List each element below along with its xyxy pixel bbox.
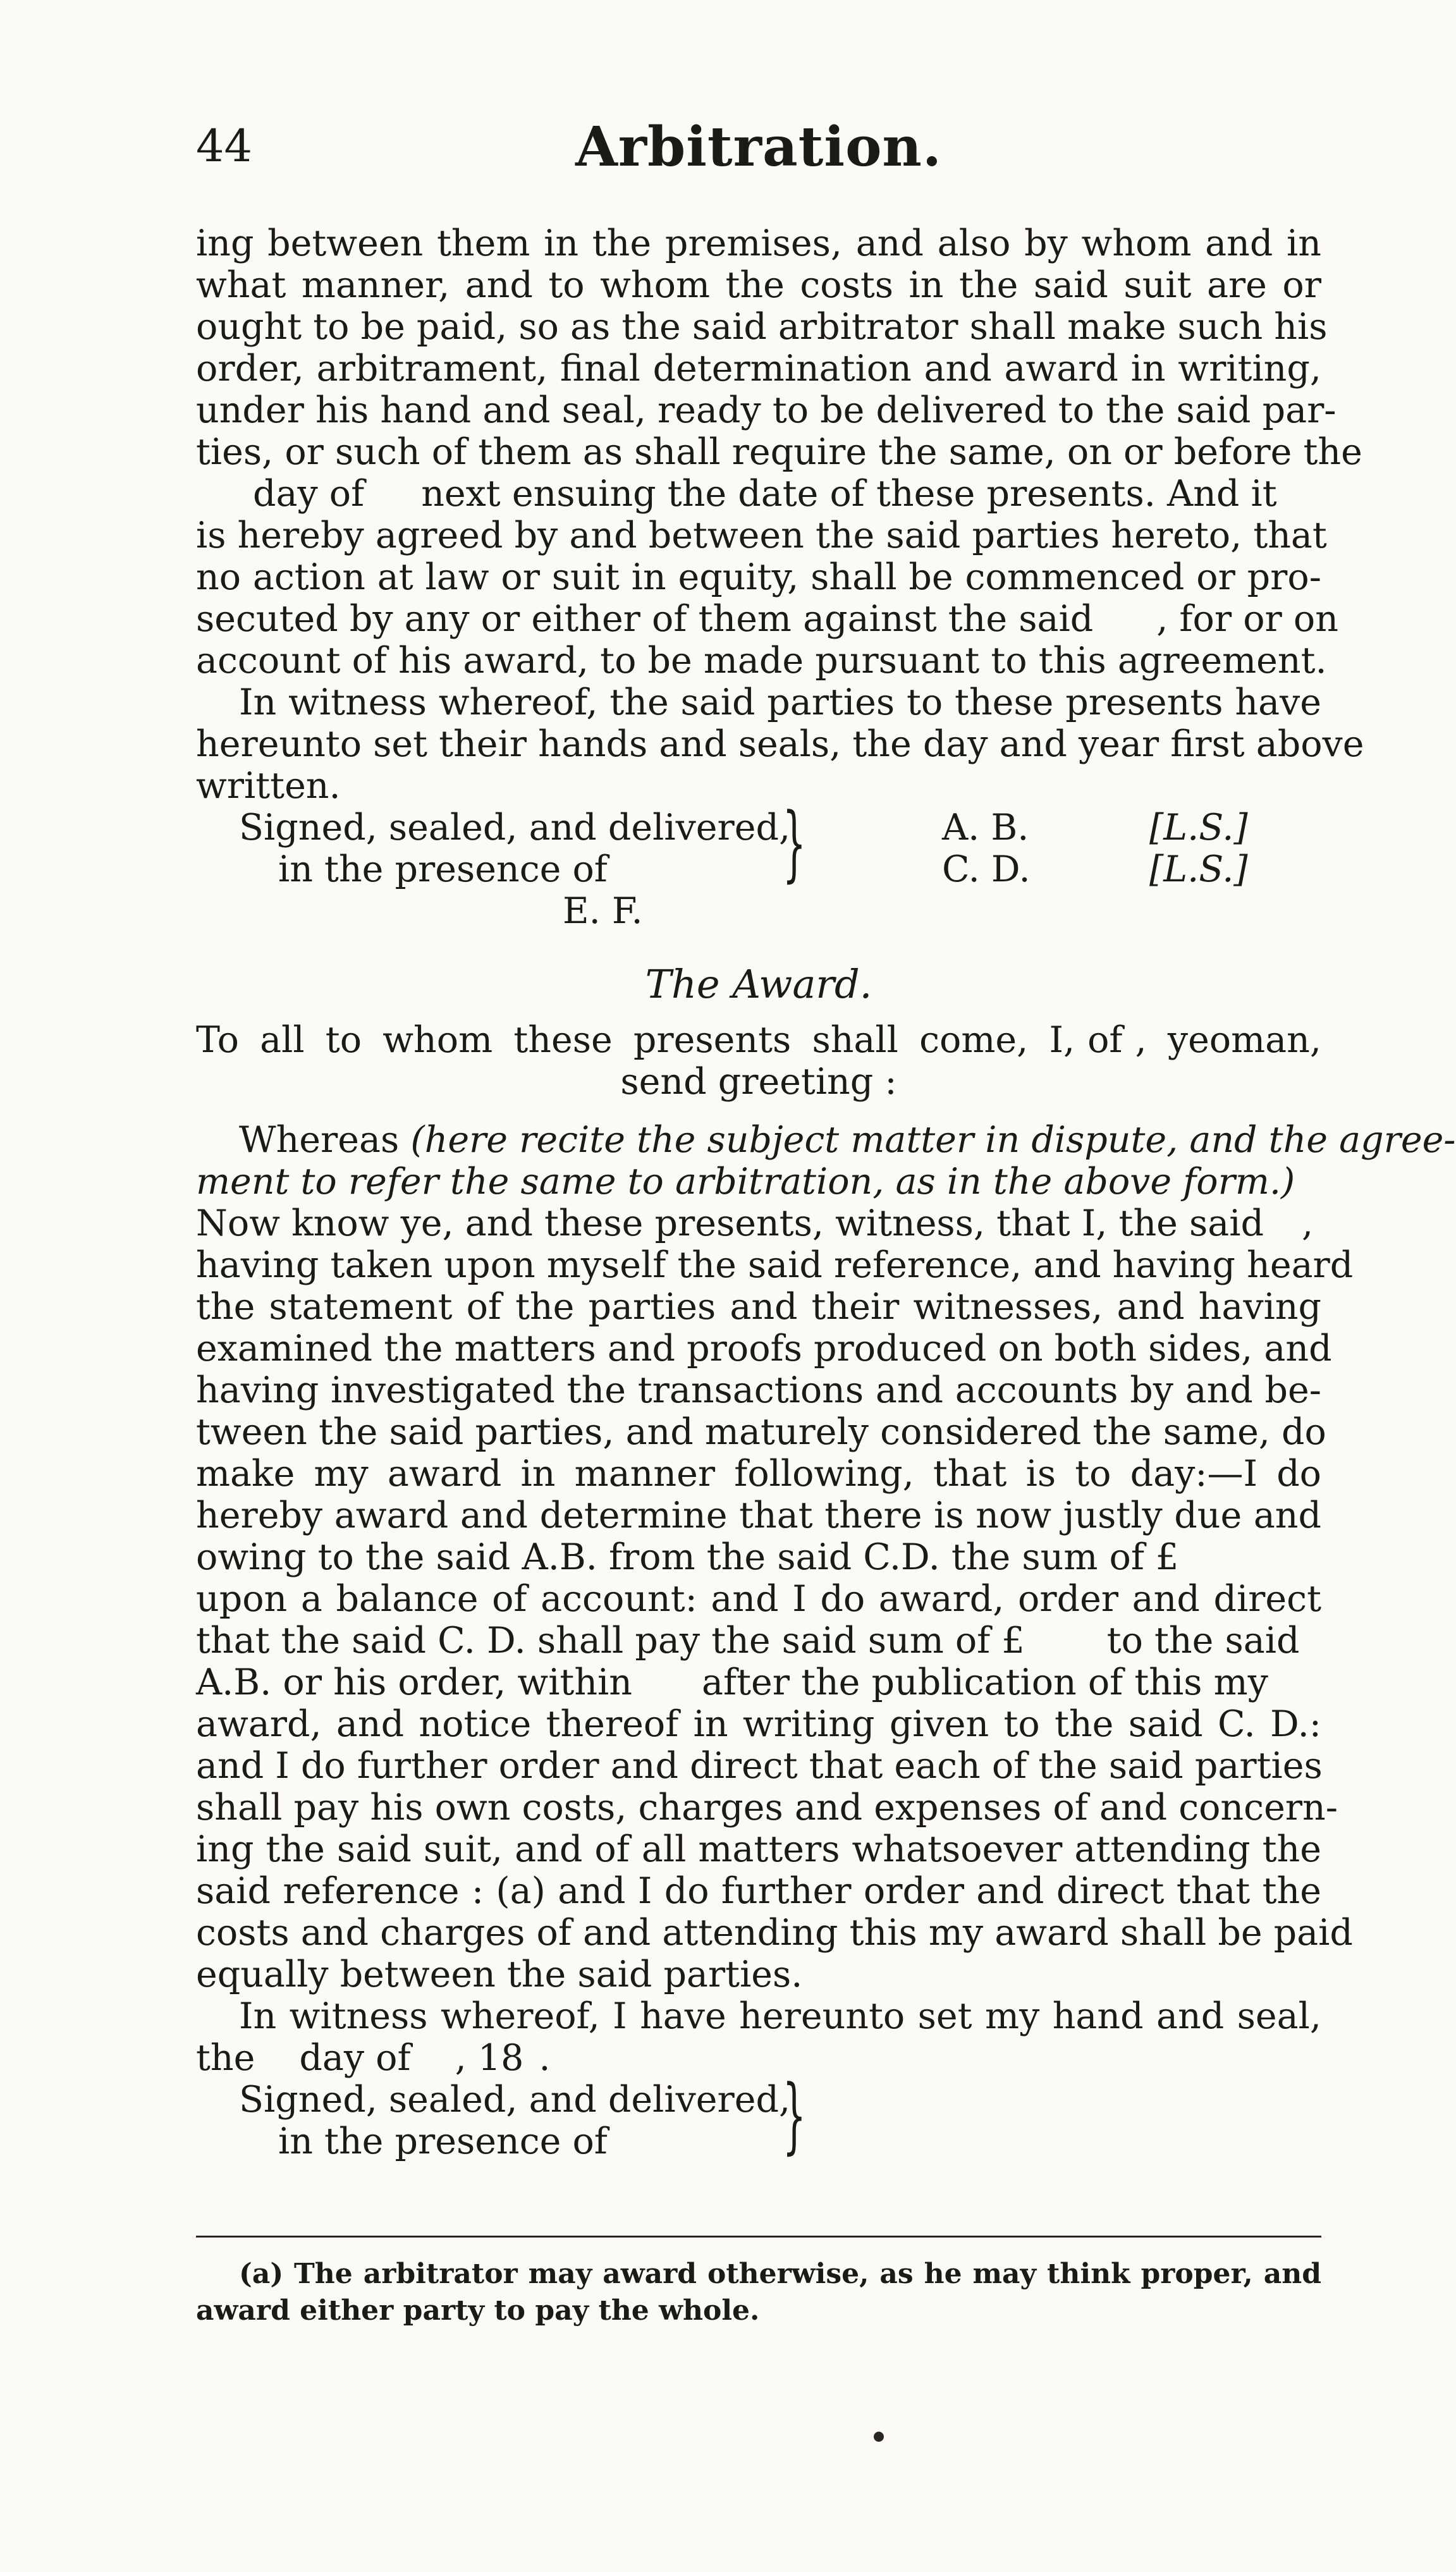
text-line: make my award in manner following, that is to day:—I do	[196, 1453, 1321, 1495]
text-fragment: the	[196, 2037, 255, 2079]
text-line	[196, 1662, 1321, 1703]
text-line: In witness whereof, I have hereunto set my hand and seal,	[239, 1995, 1321, 2037]
text-line: and I do further order and direct that each of the said parties	[196, 1745, 1323, 1787]
text-line: account of his award, to be made pursuant to this agreement.	[196, 640, 1327, 682]
award-heading: The Award.	[645, 961, 872, 1007]
award-signature-block	[196, 2067, 1321, 2163]
text-fragment: To all to whom these presents shall come, I,	[196, 1019, 1075, 1061]
text-line: having taken upon myself the said reference, and having heard	[196, 1244, 1354, 1286]
text-line: ing between them in the premises, and also by whom and in	[196, 223, 1321, 264]
presence-label: in the presence of	[278, 2121, 608, 2162]
text-line: ing the said suit, and of all matters whatsoever attending the	[196, 1828, 1321, 1870]
text-fragment: day of	[253, 473, 365, 515]
text-fragment: day of	[299, 2037, 411, 2079]
text-line: award, and notice thereof in writing given to the said C. D.:	[196, 1703, 1321, 1745]
signed-label: Signed, sealed, and delivered,	[239, 807, 791, 848]
text-line	[196, 1019, 1321, 1061]
text-fragment: to the said	[1106, 1620, 1300, 1662]
text-fragment: (here recite the subject matter in dispute, and the agree-	[410, 1119, 1456, 1161]
ink-mark	[874, 2432, 884, 2442]
text-line: upon a balance of account: and I do award, order and direct	[196, 1578, 1321, 1620]
text-fragment: , for or on	[1156, 598, 1338, 640]
text-line: ties, or such of them as shall require the same, on or before the	[196, 431, 1362, 473]
text-line: equally between the said parties.	[196, 1954, 803, 1995]
text-fragment: secuted by any or either of them against the said	[196, 598, 1094, 640]
text-fragment: , 18	[455, 2037, 524, 2079]
text-line: tween the said parties, and maturely considered the same, do	[196, 1411, 1326, 1453]
text-line: said reference : (a) and I do further order and direct that the	[196, 1870, 1321, 1912]
text-line: send greeting :	[620, 1061, 897, 1103]
text-line: no action at law or suit in equity, shall be commenced or pro-	[196, 556, 1321, 598]
page-number: 44	[196, 120, 253, 172]
text-line	[196, 598, 1338, 640]
text-fragment: ,	[1301, 1203, 1314, 1244]
presence-label: in the presence of	[278, 848, 608, 890]
text-line: written.	[196, 765, 341, 807]
text-fragment: next ensuing the date of these presents. And it	[421, 473, 1277, 515]
footnote-line: award either party to pay the whole.	[196, 2294, 760, 2327]
party-c: C. D.	[942, 848, 1031, 890]
footnote	[196, 2256, 1321, 2329]
text-line: shall pay his own costs, charges and expenses of and concern-	[196, 1787, 1338, 1828]
text-fragment: , yeoman,	[1135, 1019, 1321, 1061]
text-line: In witness whereof, the said parties to these presents have	[239, 682, 1321, 723]
text-fragment: A.B. or his order, within	[196, 1662, 632, 1703]
text-line: ment to refer the same to arbitration, as in the above form.)	[196, 1161, 1295, 1203]
seal-1: [L.S.]	[1149, 807, 1248, 848]
text-line	[196, 1119, 1456, 1161]
footnote-line: (a) The arbitrator may award otherwise, as he may think proper, and	[239, 2258, 1321, 2290]
text-line: is hereby agreed by and between the said parties hereto, that	[196, 515, 1327, 556]
text-line	[196, 473, 1321, 515]
text-line: the statement of the parties and their witnesses, and having	[196, 1286, 1321, 1328]
page-body	[196, 223, 1456, 2163]
brace-glyph: }	[782, 795, 806, 891]
text-line	[196, 1203, 1321, 1244]
text-line: having investigated the transactions and accounts by and be-	[196, 1369, 1321, 1411]
text-line: hereunto set their hands and seals, the day and year first above	[196, 723, 1364, 765]
text-line: owing to the said A.B. from the said C.D. the sum of £	[196, 1536, 1179, 1578]
text-fragment: of	[1087, 1019, 1123, 1061]
seal-2: [L.S.]	[1149, 848, 1248, 890]
text-fragment: Now know ye, and these presents, witness, that I, the said	[196, 1203, 1264, 1244]
text-line: hereby award and determine that there is now justly due and	[196, 1495, 1321, 1536]
text-line: costs and charges of and attending this my award shall be paid	[196, 1912, 1353, 1954]
text-line: ought to be paid, so as the said arbitrator shall make such his	[196, 306, 1328, 348]
brace-glyph: }	[782, 2067, 806, 2163]
text-line: what manner, and to whom the costs in the said suit are or	[196, 264, 1321, 306]
text-line	[196, 2037, 1321, 2079]
witness-ef: E. F.	[563, 890, 643, 932]
running-title: Arbitration.	[575, 115, 942, 179]
footnote-rule	[196, 2236, 1321, 2238]
signed-label: Signed, sealed, and delivered,	[239, 2079, 791, 2121]
text-line	[196, 1620, 1321, 1662]
text-line: under his hand and seal, ready to be delivered to the said par-	[196, 389, 1337, 431]
agreement-signature-block	[196, 795, 1321, 932]
page-header	[196, 115, 1321, 190]
text-line: order, arbitrament, final determination and award in writing,	[196, 348, 1321, 389]
text-fragment: after the publication of this my	[701, 1662, 1268, 1703]
text-fragment: Whereas	[239, 1119, 400, 1161]
text-fragment: .	[539, 2037, 551, 2079]
party-a: A. B.	[942, 807, 1029, 848]
text-line: examined the matters and proofs produced on both sides, and	[196, 1328, 1332, 1369]
text-fragment: that the said C. D. shall pay the said sum of £	[196, 1620, 1025, 1662]
